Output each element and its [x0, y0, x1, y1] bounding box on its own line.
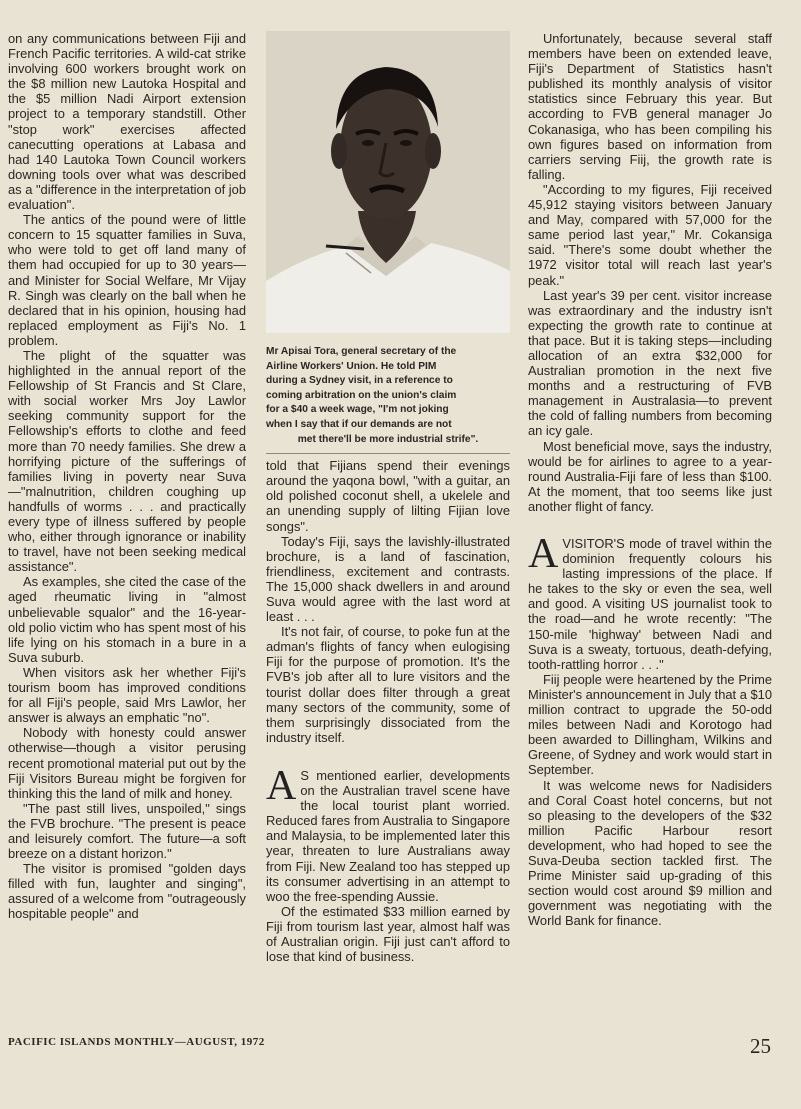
paragraph: Unfortunately, because several staff members have been on extended leave, Fiji's Department of Statistics hasn't published its monthly analysis of visitor statistics since February this year. But according to FVB general manager Jo Cokanasiga, who has been compiling his own figures based on information from carriers serving Fiij, the growth rate is falling.	[528, 31, 772, 182]
paragraph: The visitor is promised "golden days filled with fun, laughter and singing", assured of a welcome from "outrageously hospitable people" and	[8, 861, 246, 922]
portrait-illustration	[266, 31, 510, 333]
portrait-photo	[266, 31, 510, 333]
caption-line: Airline Workers' Union. He told PIM	[266, 360, 437, 372]
paragraph: told that Fijians spend their evenings around the yaqona bowl, "with a guitar, an old polished coconut shell, a ukelele and an unending supply of lilting Fijian love songs".	[266, 458, 510, 534]
paragraph: "According to my figures, Fiji received 45,912 staying visitors between January and May, compared with 57,000 for the same period last year," Mr. Cokansiga said. "There's some doubt whether the 1972 visitor total will reach last year's peak."	[528, 181, 772, 288]
paragraph: Fiij people were heartened by the Prime Minister's announcement in July that a $10 million contract to upgrade the 50-odd miles between Nadi and Korotogo had been awarded to Dillingham, Wilkins and Greene, of Sydney and work would start in September.	[528, 671, 772, 778]
paragraph: The antics of the pound were of little concern to 15 squatter families in Suva, who were told to get off land many of them had occupied for up to 30 years—and Minister for Social Welfare, Mr Vijay R. Singh was clearly on the ball when he declared that in his opinion, housing had replaced employment as Fiji's No. 1 problem.	[8, 212, 246, 348]
paragraph: When visitors ask her whether Fiji's tourism boom has improved conditions for all Fiji's people, said Mrs Lawlor, her answer is always an emphatic "no".	[8, 664, 246, 726]
page-number: 25	[750, 1034, 771, 1058]
section-gap	[528, 514, 772, 536]
column-left	[8, 31, 246, 922]
paragraph: It's not fair, of course, to poke fun at the adman's flights of fancy when eulogising Fiji for the purpose of promotion. It's the FVB's job after all to lure visitors and the tourist dollar does filter through a great many sectors of the community, some of them surprisingly dissociated from the industry itself.	[266, 624, 510, 745]
caption-line: coming arbitration on the union's claim	[266, 389, 457, 401]
paragraph: It was welcome news for Nadisiders and Coral Coast hotel concerns, but not so pleasing to the developers of the $32 million Pacific Harbour resort development, who had hoped to see the Suva-Deuba section tackled first. The Prime Minister said up-grading of this section would cost around $9 million and government was negotiating with the World Bank for finance.	[528, 777, 772, 929]
paragraph-text: VISITOR'S mode of travel within the dominion frequently colours his lasting impressions of the place. If he takes to the sky or even the sea, well and good. A visiting US journalist took to the road—and he wrote recently: "The 150-mile 'highway' between Nadi and Suva is a sweaty, tortuous, death-defying, tooth-rattling horror . . ."	[528, 536, 772, 672]
paragraph: on any communications between Fiji and French Pacific territories. A wild-cat strike involving 600 workers brought work on the $8 million new Lautoka Hospital and the $5 million Nadi Airport extension project to a temporary standstill. Other "stop work" exercises affected canecutting operations at Labasa and had 140 Lautoka Town Council workers downing tools over what was described as a "difference in the interpretation of job evaluation".	[8, 31, 246, 213]
column-right	[528, 31, 772, 928]
caption-line: for a $40 a week wage, "I'm not joking	[266, 404, 449, 416]
drop-cap: A	[266, 762, 297, 809]
caption-divider	[266, 453, 510, 454]
caption-line: met there'll be more industrial strife".	[297, 433, 479, 445]
paragraph: Last year's 39 per cent. visitor increase was extraordinary and the industry isn't expecting the growth rate to continue at that pace. But it is taking steps—including allocation of an extra $32,000 for Australian promotion in the next five months and a restructuring of FVB management in Australasia—to prevent the cold of falling numbers from becoming an icy gale.	[528, 287, 772, 439]
caption-line: Mr Apisai Tora, general secretary of the	[266, 346, 457, 357]
paragraph-text: S mentioned earlier, developments on the Australian travel scene have the local tourist plant worried. Reduced fares from Australia to Singapore and Malaysia, to be implemented later this year, threaten to lure Australians away from Fiji. New Zealand too has stepped up its consumer advertising in an attempt to woo the free-spending Aussie.	[266, 767, 510, 904]
photo-caption	[266, 345, 510, 447]
column-middle	[266, 31, 510, 964]
paragraph: Most beneficial move, says the industry, would be for airlines to agree to a year-round Australia-Fiji fare of less than $100. At the moment, that too seems like just another flight of fancy.	[528, 438, 772, 514]
drop-cap: A	[528, 531, 559, 577]
paragraph	[266, 762, 510, 904]
paragraph: The plight of the squatter was highlighted in the annual report of the Fellowship of St Francis and St Clare, with social worker Mrs Joy Lawlor seeking community support for the Fellowship's efforts to clothe and feed more than 70 needy families. She drew a horrifying picture of the sufferings of families living in poverty near Suva—"malnutrition, children coughing up handfulls of worms . . . and practically every type of illness suffered by people who, either through ignorance or inability to travel, have not been seeking medical assistance".	[8, 347, 246, 575]
paragraph: "The past still lives, unspoiled," sings the FVB brochure. "The present is peace and leisurely comfort. The future—a soft breeze on a distant horizon."	[8, 800, 246, 862]
paragraph: Nobody with honesty could answer otherwise—though a visitor perusing recent promotional material put out by the Fiji Visitors Bureau might be forgiven for thinking this the land of milk and honey.	[8, 725, 246, 801]
caption-line: during a Sydney visit, in a reference to	[266, 375, 453, 387]
paragraph: Today's Fiji, says the lavishly-illustrated brochure, is a land of fascination, friendliness, excitement and contrasts. The 15,000 shack dwellers in and around Suva would agree with the last word at least . . .	[266, 533, 510, 625]
paragraph: As examples, she cited the case of the aged rheumatic living in "almost unbelievable squalor" and the 16-year-old polio victim who has spent most of his life lying on his stomach in a bure in a Suva suburb.	[8, 574, 246, 665]
footer-publication: PACIFIC ISLANDS MONTHLY—AUGUST, 1972	[8, 1036, 265, 1048]
paragraph	[528, 531, 772, 672]
paragraph: Of the estimated $33 million earned by Fiji from tourism last year, almost half was of Australian origin. Fiji just can't afford to lose that kind of business.	[266, 903, 510, 965]
caption-line: when I say that if our demands are not	[266, 418, 452, 430]
section-gap	[266, 745, 510, 768]
